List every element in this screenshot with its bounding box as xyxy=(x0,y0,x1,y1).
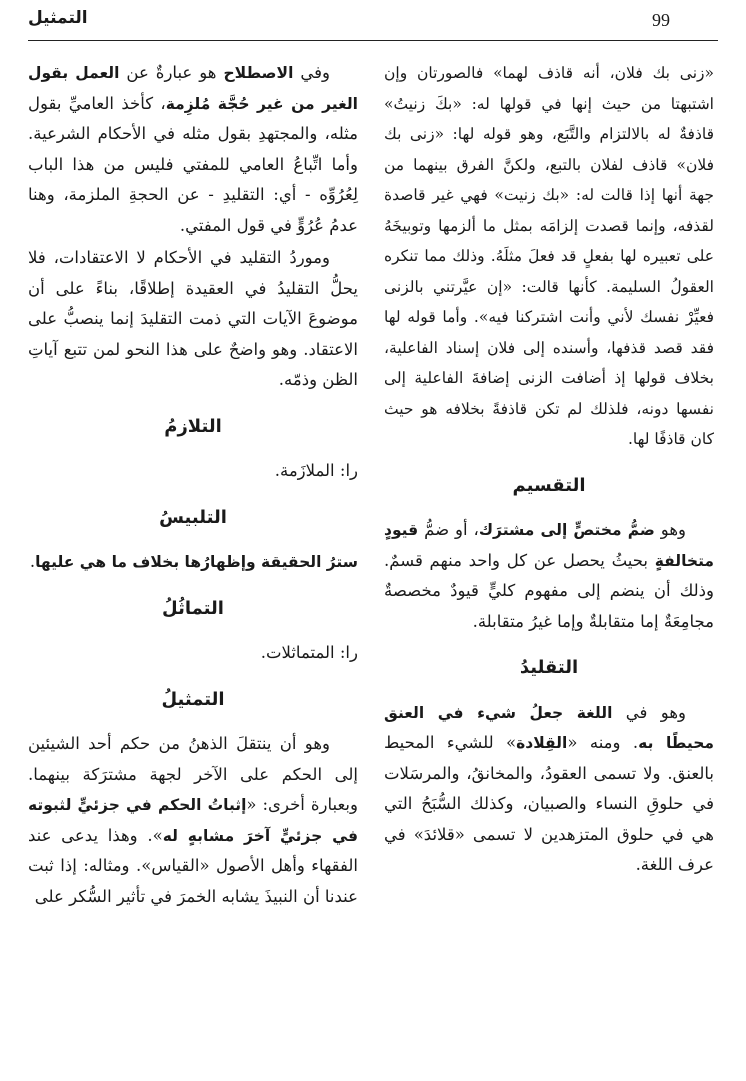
entry-title-taqsim: التقسيم xyxy=(512,474,586,496)
definition-istilah: وفي الاصطلاح هو عبارةٌ عن العمل بقول الغير من غير حُجَّة مُلزِمة، كأخذ العاميِّ بقول مثله، والمجتهدِ بقول مثله في الأحكام الشرعية. وأما اتِّباعُ العامي للمفتي فليس من هذا الباب لِعُرُوِّه - أي: التقليدِ - عن الحجةِ الملزمة، وهنا عدمُ عُرُوٍّ في قول المفتي. xyxy=(28,63,358,235)
entry-title-tamthil: التمثيلُ xyxy=(161,688,225,710)
bold-term: إثباتُ الحكم في جزئيٍّ لثبوته في جزئيٍّ آخرَ مشابهٍ له xyxy=(28,796,358,845)
page-number: 99 xyxy=(652,10,670,30)
definition-taqsim: وهو ضمُّ مختصٍّ إلى مشترَك، أو ضمُّ قيودٍ متخالفةٍ بحيثُ يحصل عن كل واحد منهم قسمٌ. وذلك أن ينضم إلى مفهوم كليٍّ قيودٌ مخصصةٌ مجامِعَةٌ إما متقابلةٌ وإما غيرُ متقابلة. xyxy=(384,520,714,631)
entry-title-talbis: التلبيسُ xyxy=(159,506,227,528)
entry-title-talazum: التلازمُ xyxy=(164,415,222,437)
right-column xyxy=(384,58,714,883)
cross-reference: را: المتماثلات. xyxy=(260,643,358,662)
cross-reference: را: الملازَمة. xyxy=(274,461,358,480)
bold-term: قيودٍ متخالفةٍ xyxy=(384,521,714,570)
bold-term: سترُ الحقيقة وإظهارُها بخلاف ما هي عليها xyxy=(35,553,358,571)
bold-term: ضمُّ مختصٍّ إلى مشترَك xyxy=(478,521,655,539)
left-column xyxy=(28,58,358,914)
bold-term: العمل بقول الغير من غير حُجَّة مُلزِمة xyxy=(28,64,358,113)
paragraph-mawrid: وموردُ التقليد في الأحكام لا الاعتقادات، فلا يحلُّ التقليدُ في العقيدة إطلاقًا، بناءً على أن موضوعَ الآيات التي ذمت التقليدَ إنما ينصبُّ على الاعتقاد. وهو واضحٌ على هذا النحو لمن تتبع آياتِ الظن وذمّه. xyxy=(28,248,358,389)
page-header xyxy=(28,8,718,41)
bold-term: اللغة جعلُ شيء في العنق محيطًا به xyxy=(384,703,714,752)
paragraph-continuation: «زنى بك فلان، أنه قاذف لهما» فالصورتان وإن اشتبهتا من حيث إنها في قولها له: «بكَ زنيتُ» قاذفةٌ له بالالتزام والتَّبَع، وهو قوله لها: «زنى بك فلان» قاذف لفلان بالتبع، ولكنَّ الفرق بينهما من جهة أنها إذا قالت له: «بك زنيت» فهي غير قاصدة لقذفه، وإنما قصدت إلزامَه بمثل ما ألزمها وتوبيخَهُ على تعبيره لها بفعلٍ قد فعلَ مثلَهُ. وذلك مما تنكره العقولُ السليمة. كأنها قالت: «إن عيَّرتني بالزنى فعيِّرْ نفسك لأني وأنت اشتركنا فيه». وأما قوله لها فقد قصد قذفها، وأسنده إلى فلان إسناد الفاعلية، بخلاف قولها إذ أضافت الزنى إضافةَ الفاعلية إلى نفسها دونه، فلذلك لم تكن قاذفةً بخلافه هو حيث كان قاذفًا لها. xyxy=(384,64,714,448)
definition-taqlid: وهو في اللغة جعلُ شيء في العنق محيطًا به. ومنه «القِلادة» للشيء المحيط بالعنق. ولا تسمى العقودُ، والمخانقُ، والمرسَلات في حلوقِ النساء والصبيان، وكذلك السُّبَحُ التي هي في حلوق المتزهدين لا تسمى «قلائدَ» في عرف اللغة. xyxy=(384,702,714,874)
entry-title-tamathul: التماثُلُ xyxy=(162,597,224,619)
running-title: التمثيل xyxy=(28,8,88,28)
entry-title-taqlid: التقليدُ xyxy=(519,657,579,678)
definition-talbis: سترُ الحقيقة وإظهارُها بخلاف ما هي عليها. xyxy=(29,552,358,571)
definition-tamthil: وهو أن ينتقلَ الذهنُ من حكم أحد الشيئين إلى الحكم على الآخر لجهة مشترَكة بينهما. وبعبارة أخرى: «إثباتُ الحكم في جزئيٍّ لثبوته في جزئيٍّ آخرَ مشابهٍ له». وهذا يدعى عند الفقهاء وأهل الأصول «القياس». ومثاله: إذا ثبت عندنا أن النبيذَ يشابه الخمرَ في تأثير السُّكر على xyxy=(28,734,358,906)
bold-term: القِلادة xyxy=(516,734,568,752)
bold-term: الاصطلاح xyxy=(223,64,294,82)
